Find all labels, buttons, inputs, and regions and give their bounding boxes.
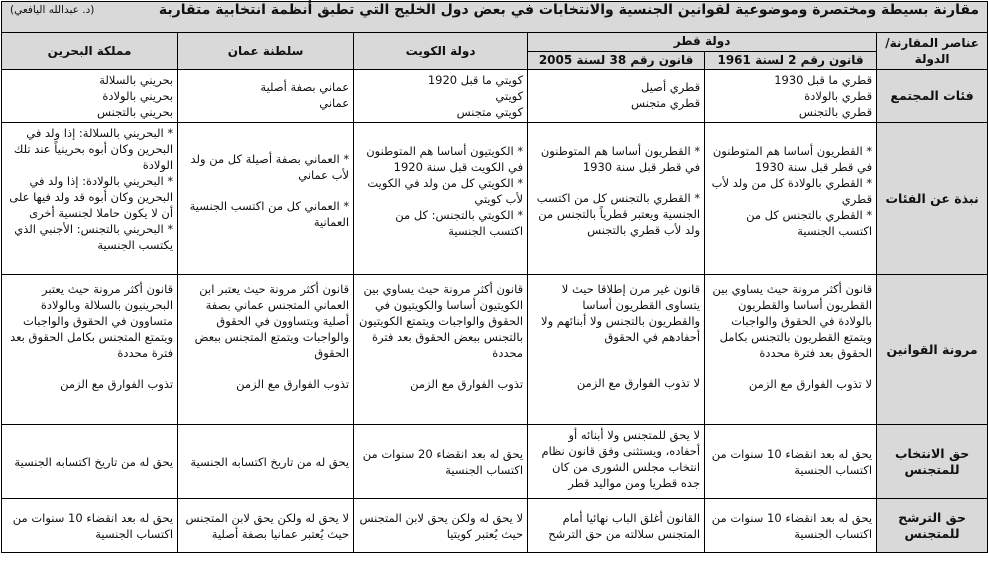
cell-candidacy-oman: لا يحق له ولكن يحق لابن المتجنس حيث يُعتبر عمانيا بصفة أصلية [178, 499, 354, 553]
comparison-table [1, 1, 988, 553]
cell-vote-bahrain: يحق له من تاريخ اكتسابه الجنسية [2, 425, 178, 499]
title-bar [2, 2, 988, 33]
row-label-flexibility: مرونة القوانين [877, 275, 988, 425]
cell-flexibility-bahrain: قانون أكثر مرونة حيث يعتبر البحرينيون بالسلالة وبالولادة متساوون في الحقوق والواجبات ويتمتع المتجنس بكامل الحقوق بعد فترة محددة تذوب الفوارق مع الزمن [2, 275, 178, 425]
author-credit: (د. عبدالله اليافعي) [10, 4, 95, 16]
cell-overview-q1961: * القطريون أساسا هم المتوطنون في قطر قبل سنة 1930 * القطري بالولادة كل من ولد لأب قطري * القطري بالتجنس كل من اكتسب الجنسية [705, 123, 877, 275]
cell-categories-kuwait: كويتي ما قبل 1920 كويتي كويتي متجنس [354, 70, 528, 123]
cell-vote-kuwait: يحق له بعد انقضاء 20 سنوات من اكتساب الجنسية [354, 425, 528, 499]
cell-categories-q1961: قطري ما قبل 1930 قطري بالولادة قطري بالتجنس [705, 70, 877, 123]
row-label-candidacy: حق الترشح للمتجنس [877, 499, 988, 553]
cell-categories-q2005: قطري أصيل قطري متجنس [528, 70, 705, 123]
qatar-header: دولة قطر [528, 33, 877, 52]
cell-flexibility-q1961: قانون أكثر مرونة حيث يساوي بين القطريون أساسا والقطريون بالولادة في الحقوق والواجبات ويتمتع القطريون بالتجنس بكامل الحقوق بعد فترة محددة لا تذوب الفوارق مع الزمن [705, 275, 877, 425]
cell-overview-q2005: * القطريون أساسا هم المتوطنون في قطر قبل سنة 1930 * القطري بالتجنس كل من اكتسب الجنسية ويعتبر قطرياً بالتجنس من ولد لأب قطري بالتجنس [528, 123, 705, 275]
cell-vote-oman: يحق له من تاريخ اكتسابه الجنسية [178, 425, 354, 499]
cell-categories-oman: عماني بصفة أصلية عماني [178, 70, 354, 123]
qatar-1961-header: قانون رقم 2 لسنة 1961 [705, 51, 877, 70]
cell-candidacy-kuwait: لا يحق له ولكن يحق لابن المتجنس حيث يُعتبر كويتيا [354, 499, 528, 553]
row-label-overview: نبذة عن الفئات [877, 123, 988, 275]
cell-vote-q1961: يحق له بعد انقضاء 10 سنوات من اكتساب الجنسية [705, 425, 877, 499]
page-title: مقارنة بسيطة ومختصرة وموضوعية لقوانين الجنسية والانتخابات في بعض دول الخليج التي تطبق أنظمة انتخابية متقاربة [158, 2, 980, 18]
row-label-categories: فئات المجتمع [877, 70, 988, 123]
cell-categories-bahrain: بحريني بالسلالة بحريني بالولادة بحريني بالتجنس [2, 70, 178, 123]
cell-flexibility-kuwait: قانون أكثر مرونة حيث يساوي بين الكويتيون أساسا والكويتيون في الحقوق والواجبات ويتمتع الكويتيون بالتجنس ببعض الحقوق بعد فترة محددة تذوب الفوارق مع الزمن [354, 275, 528, 425]
cell-flexibility-oman: قانون أكثر مرونة حيث يعتبر ابن العماني المتجنس عماني بصفة أصلية ويتساوون في الحقوق والواجبات ويتمتع المتجنس ببعض الحقوق تذوب الفوارق مع الزمن [178, 275, 354, 425]
cell-overview-kuwait: * الكويتيون أساسا هم المتوطنون في الكويت قبل سنة 1920 * الكويتي كل من ولد في الكويت لأب كويتي * الكويتي بالتجنس: كل من اكتسب الجنسية [354, 123, 528, 275]
cell-candidacy-q2005: القانون أغلق الباب نهائيا أمام المتجنس سلالته من حق الترشح [528, 499, 705, 553]
cell-vote-q2005: لا يحق للمتجنس ولا أبنائه أو أحفاده، ويستثنى وفق قانون نظام انتخاب مجلس الشورى من كان جده قطريا ومن مواليد قطر [528, 425, 705, 499]
cell-flexibility-q2005: قانون غير مرن إطلاقا حيث لا يتساوى القطريون أساسا والقطريون بالتجنس ولا أبنائهم ولا أحفادهم في الحقوق لا تذوب الفوارق مع الزمن [528, 275, 705, 425]
oman-header: سلطنة عمان [178, 33, 354, 70]
cell-candidacy-bahrain: يحق له بعد انقضاء 10 سنوات من اكتساب الجنسية [2, 499, 178, 553]
cell-overview-bahrain: * البحريني بالسلالة: إذا ولد في البحرين وكان أبوه بحرينياً عند تلك الولادة * البحريني بالولادة: إذا ولد في البحرين وكان أبوه قد ولد فيها على أن لا يكون حاملا لجنسية أخرى * البحريني بالتجنس: الأجنبي الذي يكتسب الجنسية [2, 123, 178, 275]
row-label-vote: حق الانتخاب للمتجنس [877, 425, 988, 499]
bahrain-header: مملكة البحرين [2, 33, 178, 70]
cell-candidacy-q1961: يحق له بعد انقضاء 10 سنوات من اكتساب الجنسية [705, 499, 877, 553]
kuwait-header: دولة الكويت [354, 33, 528, 70]
cell-overview-oman: * العماني بصفة أصيلة كل من ولد لأب عماني * العماني كل من اكتسب الجنسية العمانية [178, 123, 354, 275]
qatar-2005-header: قانون رقم 38 لسنة 2005 [528, 51, 705, 70]
criteria-header: عناصر المقارنة/الدولة [877, 33, 988, 70]
